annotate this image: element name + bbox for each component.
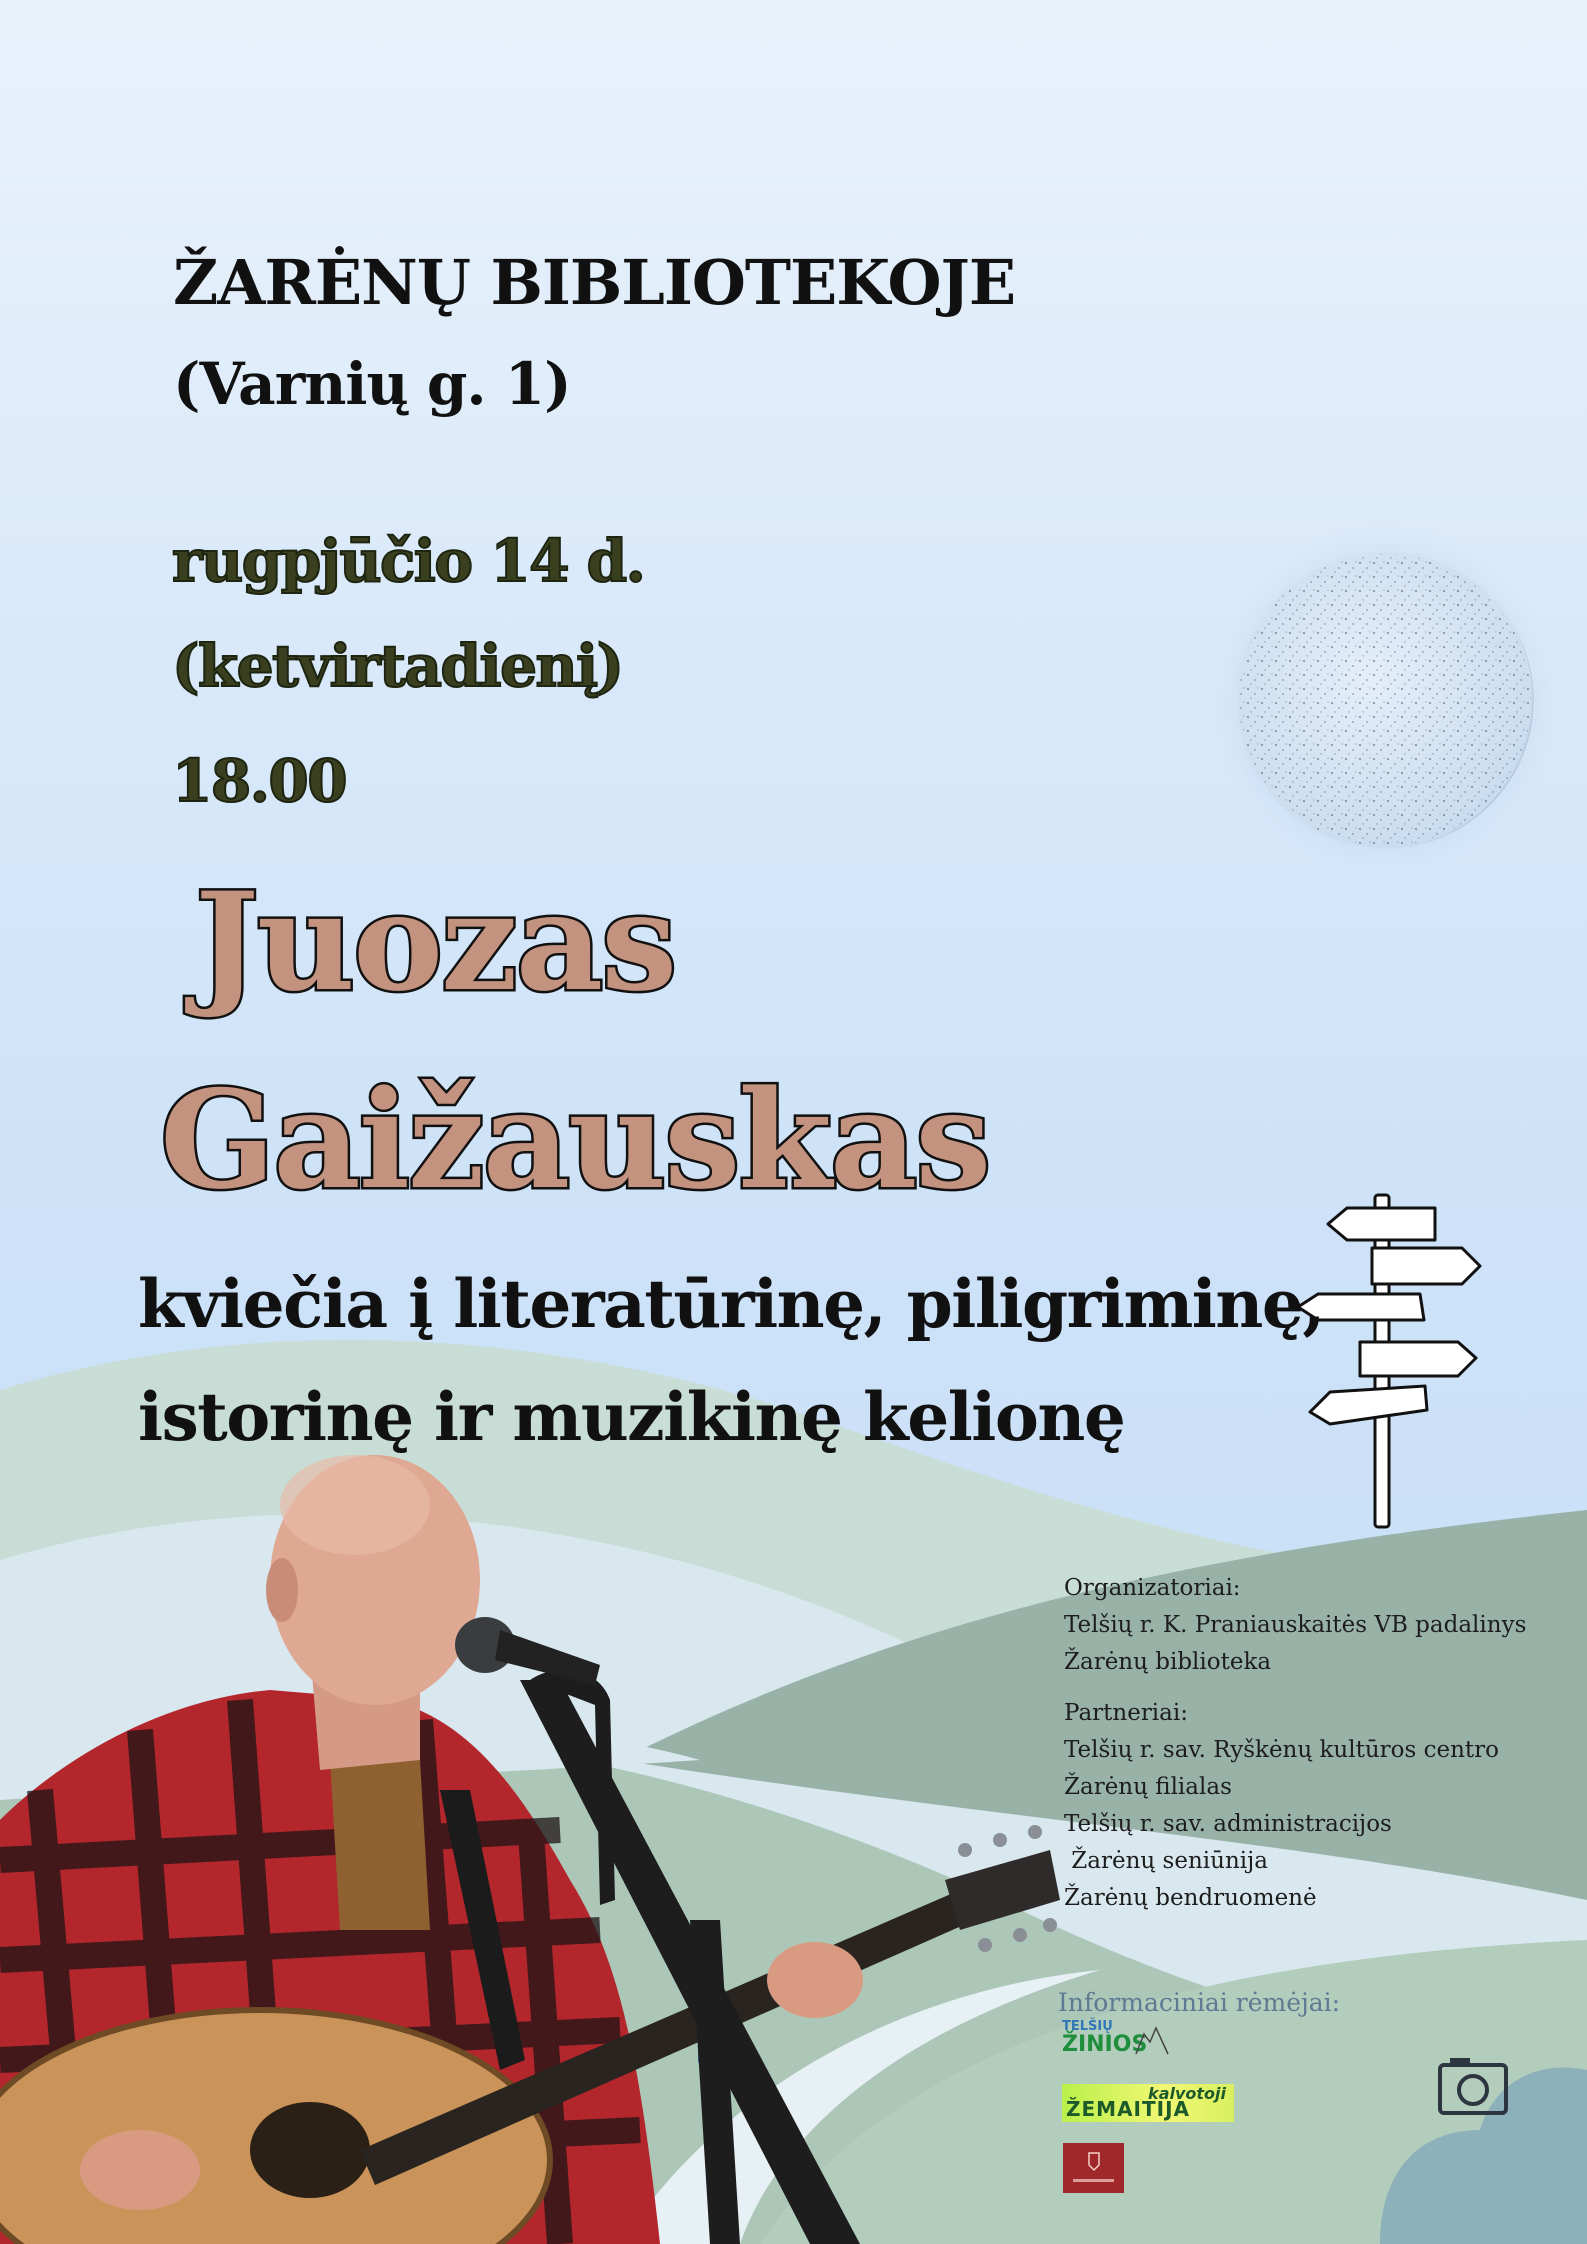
moon-icon [1210,525,1560,875]
telsiu-zinios-logo: TELŠIŲ ŽINIOS [1062,2020,1172,2060]
media-sponsors-title: Informaciniai rėmėjai: [1058,1988,1341,2017]
partner-line: Telšių r. sav. administracijos [1064,1811,1392,1837]
event-time: 18.00 [172,747,347,815]
partner-line: Telšių r. sav. Ryškėnų kultūros centro [1064,1737,1500,1763]
event-weekday: (ketvirtadienį) [172,632,623,700]
event-date: rugpjūčio 14 d. [172,527,645,595]
credits-block [1064,1570,1526,1917]
municipality-seal-logo [1063,2143,1124,2193]
partner-line: Žarėnų bendruomenė [1064,1885,1317,1911]
invitation-line-1: kviečia į literatūrinę, piligriminę, [138,1265,1324,1343]
venue-title: ŽARĖNŲ BIBLIOTEKOJE [173,246,1016,319]
venue-address: (Varnių g. 1) [173,350,571,418]
partner-line: Žarėnų seniūnija [1064,1848,1268,1874]
organizers-title: Organizatoriai: [1064,1575,1241,1601]
signpost-icon [1298,1195,1480,1527]
kalvotoji-zemaitija-logo: kalvotoji ŽEMAITIJA [1062,2084,1234,2122]
invitation-line-2: istorinę ir muzikinę kelionę [138,1378,1125,1456]
partner-line: Žarėnų filialas [1064,1774,1232,1800]
performer-last-name: Gaižauskas [160,1060,990,1219]
organizer-line: Žarėnų biblioteka [1064,1649,1272,1675]
organizer-line: Telšių r. K. Praniauskaitės VB padalinys [1064,1612,1527,1638]
performer-first-name: Juozas [195,862,676,1021]
partners-title: Partneriai: [1064,1700,1188,1726]
